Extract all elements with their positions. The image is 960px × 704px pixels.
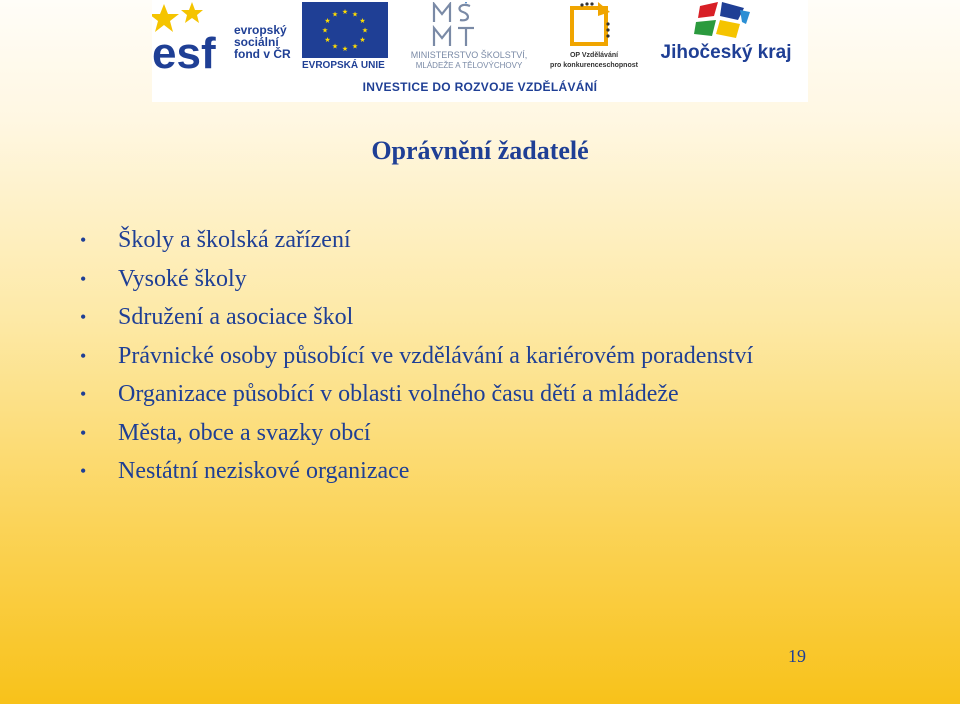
bullet-text: Sdružení a asociace škol xyxy=(118,304,354,330)
slide-title: Oprávnění žadatelé xyxy=(371,136,589,165)
svg-text:★: ★ xyxy=(351,42,359,51)
bullet-item xyxy=(80,417,753,456)
esf-line-1: evropský xyxy=(234,23,287,37)
bullet-item xyxy=(80,301,753,340)
bullet-text: Školy a školská zařízení xyxy=(118,227,351,253)
op-vk-logo xyxy=(546,2,642,72)
svg-text:★: ★ xyxy=(331,10,339,19)
op-vk-line-2: pro konkurenceschopnost xyxy=(550,62,638,69)
svg-text:★: ★ xyxy=(331,42,339,51)
bullet-item xyxy=(80,378,753,417)
bullet-icon: • xyxy=(80,230,87,250)
bullet-item xyxy=(80,455,753,494)
bullet-item xyxy=(80,340,753,379)
bullet-icon: • xyxy=(80,345,87,366)
bullet-icon: • xyxy=(80,422,87,443)
jihocesky-kraj-label: Jihočeský kraj xyxy=(660,42,792,63)
op-vk-logo-mark xyxy=(568,2,614,50)
esf-line-3: fond v ČR xyxy=(234,47,291,61)
eu-logo xyxy=(302,2,390,72)
jihocesky-kraj-logo-mark xyxy=(694,2,750,38)
svg-text:★: ★ xyxy=(351,10,359,19)
bullet-icon: • xyxy=(80,268,87,289)
bullet-text: Vysoké školy xyxy=(118,265,247,292)
svg-text:★: ★ xyxy=(361,26,369,35)
eu-flag-icon xyxy=(302,2,388,58)
svg-text:★: ★ xyxy=(324,17,331,25)
bullet-text: Města, obce a svazky obcí xyxy=(118,419,371,446)
bullet-text: Nestátní neziskové organizace xyxy=(118,458,410,484)
esf-logo-text xyxy=(234,24,304,60)
msmt-logo-mark xyxy=(430,2,490,48)
op-vk-line-1: OP Vzdělávání xyxy=(569,52,619,59)
bullet-text: Právnické osoby působící ve vzdělávání a kariérovém poradenství xyxy=(118,342,754,369)
msmt-line-2: MLÁDEŽE A TĚLOVÝCHOVY xyxy=(415,61,523,70)
svg-text:★: ★ xyxy=(341,8,349,16)
eu-label: EVROPSKÁ UNIE xyxy=(302,60,385,71)
bullet-list xyxy=(80,224,753,494)
jihocesky-kraj-logo xyxy=(646,2,806,72)
msmt-line-1: MINISTERSTVO ŠKOLSTVÍ, xyxy=(410,50,528,60)
svg-text:★: ★ xyxy=(321,26,329,35)
logo-banner xyxy=(152,0,808,102)
svg-text:★: ★ xyxy=(359,17,366,25)
bullet-icon: • xyxy=(80,307,87,327)
bullet-text: Organizace působící v oblasti volného času dětí a mládeže xyxy=(118,381,679,407)
bullet-icon: • xyxy=(80,384,87,404)
bullet-icon: • xyxy=(80,461,87,481)
banner-caption: INVESTICE DO ROZVOJE VZDĚLÁVÁNÍ xyxy=(362,80,598,94)
esf-logo xyxy=(152,2,297,72)
svg-text:★: ★ xyxy=(359,36,366,44)
msmt-logo xyxy=(394,2,542,72)
page-number: 19 xyxy=(788,646,806,666)
esf-logo-mark xyxy=(152,2,230,72)
bullet-item xyxy=(80,224,753,263)
svg-text:★: ★ xyxy=(324,36,331,44)
svg-text:★: ★ xyxy=(341,45,349,53)
bullet-item xyxy=(80,263,753,302)
svg-text:esf: esf xyxy=(152,29,216,72)
esf-line-2: sociální xyxy=(234,35,279,49)
